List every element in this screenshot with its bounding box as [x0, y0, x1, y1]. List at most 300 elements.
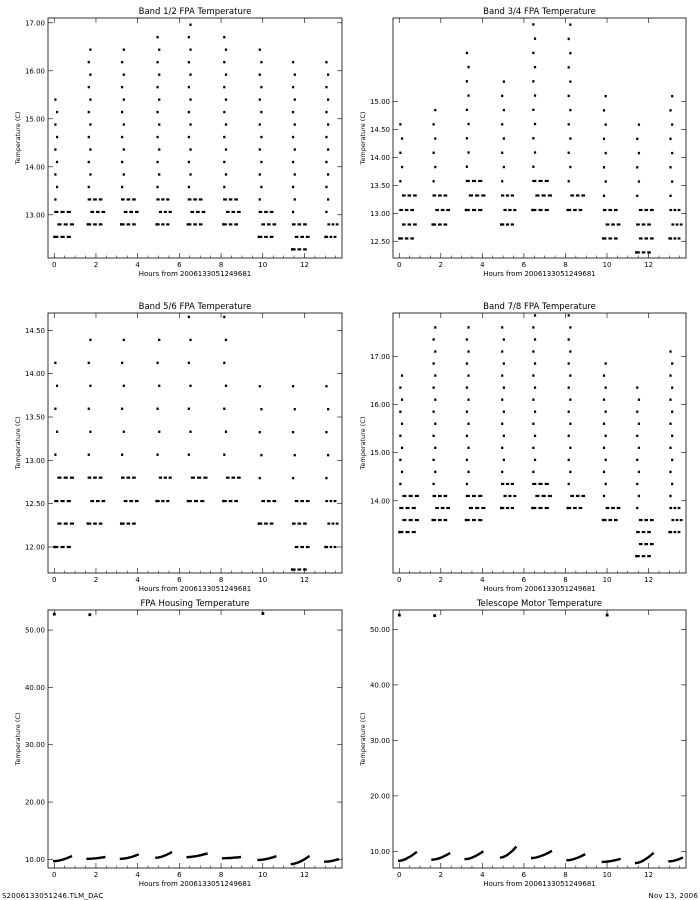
data-point: [433, 123, 435, 125]
x-tick-label: 10: [602, 576, 612, 584]
data-point: [88, 613, 91, 616]
y-tick-label: 13.50: [24, 413, 45, 422]
data-point: [401, 166, 403, 168]
data-point: [668, 531, 670, 533]
data-point: [223, 61, 225, 63]
data-point: [433, 614, 436, 617]
data-point: [635, 251, 637, 253]
data-point: [431, 223, 433, 225]
data-point: [532, 423, 534, 425]
data-point: [467, 374, 469, 376]
data-point: [327, 148, 329, 150]
data-point: [123, 385, 125, 387]
chart-panel-5: [14, 599, 342, 888]
data-point: [225, 98, 227, 100]
data-point: [638, 471, 640, 473]
data-point: [88, 186, 90, 188]
data-point: [188, 136, 190, 138]
data-point: [88, 111, 90, 113]
data-point: [568, 435, 570, 437]
y-tick-label: 12.50: [369, 237, 390, 246]
data-point: [568, 338, 570, 340]
data-point: [568, 386, 570, 388]
data-point: [188, 408, 190, 410]
data-point: [399, 435, 401, 437]
data-point: [120, 223, 122, 225]
data-point: [467, 447, 469, 449]
data-point: [158, 173, 160, 175]
data-point: [327, 454, 329, 456]
data-point: [671, 95, 673, 97]
y-tick-label: 20.00: [24, 798, 45, 807]
data-point: [434, 374, 436, 376]
data-point: [327, 198, 329, 200]
x-tick-label: 8: [218, 261, 224, 269]
series-marks: [398, 23, 682, 253]
x-tick-label: 12: [300, 871, 309, 879]
data-point: [54, 198, 56, 200]
data-point: [466, 52, 468, 54]
series-line: [54, 857, 71, 862]
data-point: [292, 431, 294, 433]
data-point: [158, 123, 160, 125]
data-point: [568, 411, 570, 413]
data-point: [669, 495, 671, 497]
data-point: [467, 326, 469, 328]
data-point: [189, 73, 191, 75]
data-point: [532, 137, 534, 139]
data-point: [503, 362, 505, 364]
data-point: [532, 326, 534, 328]
x-tick-label: 12: [644, 871, 654, 879]
data-point: [503, 435, 505, 437]
data-point: [466, 411, 468, 413]
data-point: [401, 471, 403, 473]
data-point: [54, 148, 56, 150]
data-point: [568, 483, 570, 485]
data-point: [603, 447, 605, 449]
x-tick-label: 6: [177, 576, 182, 584]
data-point: [503, 386, 505, 388]
data-point: [225, 385, 227, 387]
data-point: [294, 73, 296, 75]
y-tick-label: 50.00: [24, 626, 45, 635]
data-point: [433, 411, 435, 413]
data-point: [188, 161, 190, 163]
chart-title: Band 3/4 FPA Temperature: [483, 7, 596, 17]
data-point: [56, 136, 58, 138]
chart-panel-1: [14, 7, 342, 278]
data-point: [434, 423, 436, 425]
data-point: [259, 98, 261, 100]
x-tick-label: 8: [563, 871, 568, 879]
data-point: [532, 374, 534, 376]
data-point: [532, 52, 534, 54]
data-point: [568, 459, 570, 461]
series-marks: [53, 316, 338, 571]
data-point: [123, 48, 125, 50]
x-axis-label: Hours from 2006133051249681: [138, 585, 252, 593]
data-point: [54, 173, 56, 175]
series-line: [669, 858, 681, 861]
data-point: [671, 386, 673, 388]
data-point: [568, 123, 570, 125]
data-point: [568, 314, 570, 316]
y-tick-label: 14.00: [369, 497, 390, 506]
plot-frame: [48, 313, 342, 573]
data-point: [501, 152, 503, 154]
data-point: [669, 138, 671, 140]
data-point: [88, 86, 90, 88]
data-point: [225, 48, 227, 50]
x-tick-label: 0: [396, 871, 402, 879]
data-point: [260, 408, 262, 410]
data-point: [434, 137, 436, 139]
y-axis-label: Temperature (C): [359, 111, 367, 165]
series-line: [121, 855, 138, 859]
data-point: [638, 495, 640, 497]
source-filename: S2006133051246.TLM_DAC: [2, 892, 104, 900]
data-point: [568, 180, 570, 182]
data-point: [399, 180, 401, 182]
data-point: [668, 237, 670, 239]
data-point: [123, 98, 125, 100]
data-point: [223, 111, 225, 113]
y-tick-label: 12.00: [24, 543, 45, 552]
data-point: [188, 36, 190, 38]
data-point: [401, 374, 403, 376]
data-point: [401, 398, 403, 400]
data-point: [260, 111, 262, 113]
data-point: [259, 198, 261, 200]
x-tick-label: 10: [258, 576, 268, 584]
data-point: [121, 61, 123, 63]
data-point: [225, 173, 227, 175]
data-point: [155, 223, 157, 225]
series-line: [259, 857, 276, 861]
data-point: [121, 86, 123, 88]
data-point: [503, 137, 505, 139]
data-point: [121, 408, 123, 410]
data-point: [291, 568, 293, 570]
data-point: [532, 398, 534, 400]
data-point: [156, 61, 158, 63]
data-point: [638, 123, 640, 125]
data-point: [466, 483, 468, 485]
data-point: [467, 350, 469, 352]
data-point: [188, 454, 190, 456]
data-point: [501, 350, 503, 352]
data-point: [569, 326, 571, 328]
y-axis-label: Temperature (C): [14, 111, 22, 165]
series-line: [223, 857, 240, 858]
data-point: [603, 495, 605, 497]
data-point: [503, 459, 505, 461]
x-tick-label: 0: [396, 261, 402, 269]
y-tick-label: 14.50: [369, 126, 390, 135]
y-tick-label: 16.00: [369, 400, 390, 409]
data-point: [669, 109, 671, 111]
data-point: [259, 431, 261, 433]
x-tick-label: 8: [563, 261, 568, 269]
data-point: [87, 223, 89, 225]
data-point: [225, 339, 227, 341]
data-point: [188, 61, 190, 63]
data-point: [258, 236, 260, 238]
data-point: [158, 148, 160, 150]
data-point: [636, 386, 638, 388]
data-point: [503, 411, 505, 413]
data-point: [399, 459, 401, 461]
data-point: [260, 136, 262, 138]
data-point: [89, 431, 91, 433]
data-point: [503, 109, 505, 111]
x-tick-label: 6: [521, 576, 527, 584]
data-point: [534, 123, 536, 125]
data-point: [501, 123, 503, 125]
data-point: [294, 148, 296, 150]
data-point: [324, 546, 326, 548]
y-tick-label: 14.00: [24, 163, 45, 172]
data-point: [465, 209, 467, 211]
data-point: [292, 86, 294, 88]
data-point: [121, 111, 123, 113]
data-point: [399, 123, 401, 125]
data-point: [188, 186, 190, 188]
y-axis-label: Temperature (C): [359, 416, 367, 470]
y-tick-label: 14.50: [24, 326, 45, 335]
series-line: [466, 852, 483, 859]
data-point: [532, 471, 534, 473]
series-line: [156, 853, 171, 858]
data-point: [569, 374, 571, 376]
x-tick-label: 12: [300, 261, 309, 269]
data-point: [222, 223, 224, 225]
data-point: [605, 483, 607, 485]
data-point: [54, 454, 56, 456]
y-tick-label: 12.50: [24, 500, 45, 509]
data-point: [399, 386, 401, 388]
data-point: [534, 66, 536, 68]
data-point: [292, 61, 294, 63]
data-point: [294, 408, 296, 410]
data-point: [534, 435, 536, 437]
x-axis-label: Hours from 2006133051249681: [483, 880, 596, 888]
data-point: [56, 186, 58, 188]
data-point: [605, 123, 607, 125]
data-point: [534, 151, 536, 153]
data-point: [434, 471, 436, 473]
data-point: [327, 173, 329, 175]
chart-panel-4: [359, 302, 686, 593]
data-point: [292, 136, 294, 138]
data-point: [466, 338, 468, 340]
data-point: [567, 209, 569, 211]
data-point: [638, 447, 640, 449]
data-point: [534, 338, 536, 340]
data-point: [669, 471, 671, 473]
data-point: [466, 386, 468, 388]
data-point: [188, 316, 190, 318]
data-point: [294, 173, 296, 175]
data-point: [467, 66, 469, 68]
data-point: [56, 111, 58, 113]
data-point: [567, 507, 569, 509]
series-line: [433, 854, 450, 860]
chart-panel-3: [14, 302, 342, 593]
data-point: [189, 98, 191, 100]
data-point: [89, 385, 91, 387]
data-point: [156, 454, 158, 456]
data-point: [120, 522, 122, 524]
data-point: [603, 374, 605, 376]
data-point: [158, 385, 160, 387]
chart-title: Band 5/6 FPA Temperature: [138, 302, 252, 312]
data-point: [259, 173, 261, 175]
data-point: [292, 477, 294, 479]
data-point: [158, 98, 160, 100]
data-point: [121, 454, 123, 456]
data-point: [325, 186, 327, 188]
x-tick-label: 2: [438, 871, 444, 879]
series-line: [501, 848, 515, 858]
data-point: [225, 123, 227, 125]
data-point: [532, 80, 534, 82]
data-point: [467, 398, 469, 400]
data-point: [501, 447, 503, 449]
data-point: [605, 95, 607, 97]
x-axis-label: Hours from 2006133051249681: [138, 270, 252, 278]
data-point: [188, 111, 190, 113]
data-point: [123, 339, 125, 341]
data-point: [292, 161, 294, 163]
data-point: [292, 186, 294, 188]
data-point: [569, 137, 571, 139]
data-point: [605, 435, 607, 437]
data-point: [158, 73, 160, 75]
data-point: [569, 52, 571, 54]
data-point: [189, 173, 191, 175]
data-point: [88, 161, 90, 163]
data-point: [54, 408, 56, 410]
data-point: [603, 166, 605, 168]
y-tick-label: 13.00: [24, 456, 45, 465]
data-point: [294, 454, 296, 456]
data-point: [121, 186, 123, 188]
data-point: [434, 398, 436, 400]
series-marks: [398, 614, 682, 863]
data-point: [569, 447, 571, 449]
x-tick-label: 4: [135, 871, 140, 879]
data-point: [569, 166, 571, 168]
data-point: [261, 612, 264, 615]
data-point: [156, 362, 158, 364]
data-point: [121, 136, 123, 138]
chart-panel-6: [359, 599, 686, 888]
data-point: [225, 431, 227, 433]
data-point: [259, 477, 261, 479]
data-point: [260, 86, 262, 88]
data-point: [466, 80, 468, 82]
x-tick-label: 10: [602, 871, 612, 879]
data-point: [638, 180, 640, 182]
data-point: [292, 211, 294, 213]
data-point: [292, 385, 294, 387]
x-tick-label: 2: [93, 261, 99, 269]
data-point: [500, 223, 502, 225]
data-point: [158, 48, 160, 50]
data-point: [325, 385, 327, 387]
data-point: [325, 211, 327, 213]
data-point: [89, 123, 91, 125]
data-point: [325, 136, 327, 138]
data-point: [121, 161, 123, 163]
y-tick-label: 17.00: [24, 19, 45, 28]
x-tick-label: 12: [644, 261, 654, 269]
data-point: [531, 209, 533, 211]
data-point: [401, 447, 403, 449]
data-point: [156, 36, 158, 38]
data-point: [532, 350, 534, 352]
y-tick-label: 14.00: [24, 370, 45, 379]
data-point: [636, 507, 638, 509]
data-point: [636, 411, 638, 413]
series-line: [399, 853, 416, 861]
series-line: [636, 854, 653, 863]
data-point: [187, 500, 189, 502]
data-point: [56, 431, 58, 433]
data-point: [188, 86, 190, 88]
x-tick-label: 6: [177, 261, 182, 269]
data-point: [121, 362, 123, 364]
data-point: [156, 186, 158, 188]
data-point: [602, 237, 604, 239]
data-point: [534, 411, 536, 413]
data-point: [260, 186, 262, 188]
x-tick-label: 4: [480, 871, 485, 879]
data-point: [327, 123, 329, 125]
data-point: [53, 236, 55, 238]
data-point: [671, 180, 673, 182]
data-point: [399, 411, 401, 413]
y-tick-label: 40.00: [369, 681, 390, 690]
data-point: [398, 237, 400, 239]
data-point: [466, 109, 468, 111]
data-point: [433, 362, 435, 364]
data-point: [671, 483, 673, 485]
data-point: [189, 148, 191, 150]
data-point: [603, 109, 605, 111]
x-tick-label: 10: [258, 871, 268, 879]
data-point: [669, 423, 671, 425]
data-point: [123, 148, 125, 150]
data-point: [189, 24, 191, 26]
data-point: [501, 471, 503, 473]
data-point: [466, 362, 468, 364]
data-point: [89, 339, 91, 341]
x-tick-label: 8: [218, 871, 224, 879]
data-point: [188, 362, 190, 364]
data-point: [434, 350, 436, 352]
data-point: [532, 109, 534, 111]
data-point: [501, 180, 503, 182]
x-tick-label: 0: [52, 576, 57, 584]
data-point: [569, 109, 571, 111]
data-point: [89, 98, 91, 100]
data-point: [123, 431, 125, 433]
x-tick-label: 4: [135, 576, 140, 584]
data-point: [467, 471, 469, 473]
